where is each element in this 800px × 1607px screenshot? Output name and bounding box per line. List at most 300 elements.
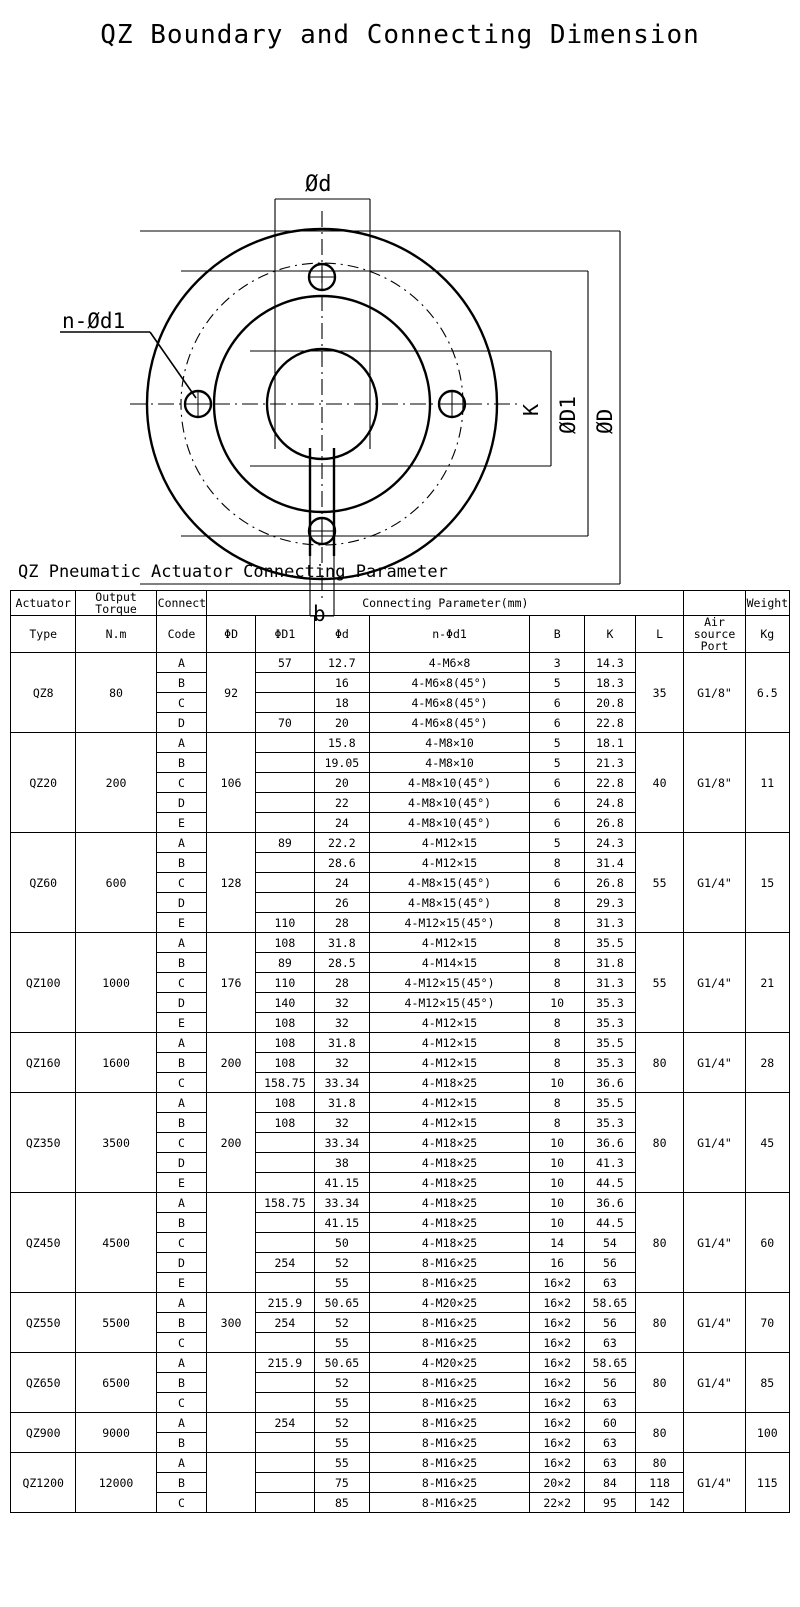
cell-code: E [156,1173,207,1193]
cell-K: 35.3 [585,993,636,1013]
cell-phidd: 55 [314,1393,369,1413]
cell-type: QZ160 [11,1033,76,1093]
th-K: K [585,616,636,653]
cell-L: 55 [635,933,684,1033]
cell-n-phid1: 4-M8×10 [369,733,529,753]
cell-phidd: 52 [314,1313,369,1333]
cell-phid1: 108 [255,1033,314,1053]
cell-phidd: 15.8 [314,733,369,753]
cell-phidd: 26 [314,893,369,913]
cell-phidd: 31.8 [314,1093,369,1113]
cell-K: 95 [585,1493,636,1513]
cell-phidd: 28.6 [314,853,369,873]
cell-phid [207,1353,256,1413]
cell-phid1: 110 [255,913,314,933]
cell-phid1 [255,1213,314,1233]
cell-code: B [156,1053,207,1073]
cell-code: B [156,1213,207,1233]
cell-K: 35.3 [585,1113,636,1133]
cell-phid1 [255,733,314,753]
cell-kg: 85 [745,1353,789,1413]
cell-K: 41.3 [585,1153,636,1173]
cell-code: A [156,1093,207,1113]
cell-port: G1/4" [684,1353,745,1413]
cell-K: 35.5 [585,933,636,953]
cell-K: 21.3 [585,753,636,773]
cell-B: 10 [530,1173,585,1193]
cell-phid1: 108 [255,1013,314,1033]
cell-B: 16×2 [530,1413,585,1433]
cell-n-phid1: 4-M6×8(45°) [369,693,529,713]
cell-phidd: 55 [314,1333,369,1353]
th-kg: Kg [745,616,789,653]
cell-B: 8 [530,933,585,953]
cell-n-phid1: 4-M14×15 [369,953,529,973]
cell-phid1: 110 [255,973,314,993]
cell-nm: 4500 [76,1193,156,1293]
cell-n-phid1: 4-M18×25 [369,1153,529,1173]
cell-code: A [156,653,207,673]
cell-code: A [156,833,207,853]
cell-nm: 12000 [76,1453,156,1513]
cell-phid: 106 [207,733,256,833]
cell-phidd: 38 [314,1153,369,1173]
cell-n-phid1: 8-M16×25 [369,1273,529,1293]
cell-nm: 5500 [76,1293,156,1353]
cell-phid1: 70 [255,713,314,733]
cell-phid1: 89 [255,953,314,973]
cell-n-phid1: 8-M16×25 [369,1473,529,1493]
cell-L: 118 [635,1473,684,1493]
cell-code: B [156,853,207,873]
cell-n-phid1: 4-M6×8(45°) [369,713,529,733]
cell-K: 63 [585,1273,636,1293]
cell-n-phid1: 4-M6×8 [369,653,529,673]
cell-n-phid1: 8-M16×25 [369,1493,529,1513]
connecting-parameter-table [10,590,790,1513]
table-row [11,1033,790,1053]
cell-code: C [156,1133,207,1153]
cell-phid1 [255,753,314,773]
cell-B: 16×2 [530,1373,585,1393]
cell-kg: 100 [745,1413,789,1453]
cell-K: 35.3 [585,1053,636,1073]
cell-n-phid1: 4-M8×15(45°) [369,873,529,893]
cell-B: 10 [530,1213,585,1233]
cell-B: 10 [530,1153,585,1173]
table-header-row-2 [11,616,790,653]
cell-phidd: 52 [314,1253,369,1273]
cell-phid1 [255,853,314,873]
cell-B: 6 [530,773,585,793]
cell-B: 10 [530,1193,585,1213]
cell-nm: 600 [76,833,156,933]
cell-phid: 128 [207,833,256,933]
cell-K: 63 [585,1433,636,1453]
cell-code: E [156,913,207,933]
cell-code: B [156,953,207,973]
cell-phidd: 32 [314,993,369,1013]
cell-n-phid1: 8-M16×25 [369,1313,529,1333]
cell-nm: 80 [76,653,156,733]
cell-L: 80 [635,1093,684,1193]
cell-phid1: 215.9 [255,1353,314,1373]
cell-phid1: 89 [255,833,314,853]
cell-L: 80 [635,1293,684,1353]
cell-phidd: 32 [314,1013,369,1033]
cell-type: QZ450 [11,1193,76,1293]
cell-n-phid1: 4-M12×15 [369,1093,529,1113]
cell-phidd: 33.34 [314,1133,369,1153]
cell-K: 36.6 [585,1073,636,1093]
cell-phidd: 52 [314,1373,369,1393]
cell-B: 20×2 [530,1473,585,1493]
table-header-row-1 [11,591,790,616]
cell-n-phid1: 4-M12×15(45°) [369,993,529,1013]
cell-B: 8 [530,1053,585,1073]
cell-B: 14 [530,1233,585,1253]
label-phi-d: Ød [305,172,332,197]
cell-phid1: 215.9 [255,1293,314,1313]
table-row [11,833,790,853]
cell-phidd: 18 [314,693,369,713]
label-phi-D1: ØD1 [556,396,580,434]
cell-n-phid1: 4-M18×25 [369,1073,529,1093]
table-row [11,733,790,753]
table-row [11,653,790,673]
th-weight: Weight [745,591,789,616]
cell-type: QZ8 [11,653,76,733]
cell-phidd: 28.5 [314,953,369,973]
cell-phidd: 33.34 [314,1193,369,1213]
cell-K: 35.5 [585,1033,636,1053]
cell-code: C [156,973,207,993]
cell-B: 8 [530,973,585,993]
cell-phid1 [255,813,314,833]
cell-code: A [156,733,207,753]
cell-K: 24.8 [585,793,636,813]
cell-B: 8 [530,1013,585,1033]
cell-phidd: 32 [314,1053,369,1073]
cell-phid1 [255,1153,314,1173]
cell-n-phid1: 4-M8×15(45°) [369,893,529,913]
cell-code: C [156,1333,207,1353]
cell-K: 26.8 [585,813,636,833]
cell-code: A [156,1033,207,1053]
label-b: b [313,602,326,626]
cell-n-phid1: 4-M12×15 [369,833,529,853]
th-air-source-port: Air source Port [684,616,745,653]
cell-phidd: 55 [314,1433,369,1453]
cell-K: 31.3 [585,913,636,933]
cell-n-phid1: 4-M8×10(45°) [369,773,529,793]
cell-K: 24.3 [585,833,636,853]
cell-K: 22.8 [585,713,636,733]
cell-B: 8 [530,853,585,873]
cell-B: 6 [530,873,585,893]
label-K: K [519,403,543,416]
cell-code: E [156,1013,207,1033]
table-row [11,1453,790,1473]
cell-phid1 [255,1433,314,1453]
cell-B: 3 [530,653,585,673]
cell-code: C [156,1393,207,1413]
cell-code: B [156,1113,207,1133]
cell-n-phid1: 4-M18×25 [369,1133,529,1153]
cell-code: D [156,893,207,913]
cell-B: 5 [530,833,585,853]
cell-nm: 3500 [76,1093,156,1193]
cell-phid1 [255,1473,314,1493]
cell-n-phid1: 4-M20×25 [369,1293,529,1313]
cell-port: G1/4" [684,1033,745,1093]
cell-n-phid1: 8-M16×25 [369,1433,529,1453]
cell-type: QZ100 [11,933,76,1033]
cell-port [684,1413,745,1453]
cell-code: A [156,933,207,953]
cell-phidd: 55 [314,1453,369,1473]
cell-K: 63 [585,1333,636,1353]
cell-K: 31.8 [585,953,636,973]
cell-n-phid1: 8-M16×25 [369,1253,529,1273]
cell-code: E [156,813,207,833]
cell-phid1 [255,1373,314,1393]
cell-K: 36.6 [585,1133,636,1153]
cell-code: B [156,1473,207,1493]
cell-B: 10 [530,993,585,1013]
page-title: QZ Boundary and Connecting Dimension [100,20,700,50]
cell-L: 80 [635,1353,684,1413]
cell-B: 6 [530,793,585,813]
cell-phid [207,1413,256,1453]
label-phi-D: ØD [593,408,617,434]
cell-K: 63 [585,1393,636,1413]
cell-L: 55 [635,833,684,933]
cell-phidd: 24 [314,813,369,833]
cell-code: B [156,673,207,693]
cell-code: D [156,1153,207,1173]
cell-L: 35 [635,653,684,733]
cell-port: G1/8" [684,653,745,733]
cell-phid1 [255,1333,314,1353]
cell-code: B [156,753,207,773]
cell-K: 58.65 [585,1293,636,1313]
cell-code: C [156,873,207,893]
cell-phid [207,1453,256,1513]
cell-K: 36.6 [585,1193,636,1213]
cell-B: 16×2 [530,1393,585,1413]
cell-n-phid1: 4-M8×10 [369,753,529,773]
cell-port: G1/4" [684,1453,745,1513]
cell-phidd: 41.15 [314,1173,369,1193]
cell-phidd: 31.8 [314,933,369,953]
cell-phidd: 50.65 [314,1353,369,1373]
cell-phid1 [255,793,314,813]
cell-code: C [156,693,207,713]
cell-B: 16×2 [530,1293,585,1313]
cell-kg: 15 [745,833,789,933]
cell-B: 6 [530,813,585,833]
cell-B: 5 [530,673,585,693]
cell-type: QZ60 [11,833,76,933]
cell-phidd: 32 [314,1113,369,1133]
cell-n-phid1: 4-M18×25 [369,1213,529,1233]
cell-n-phid1: 4-M12×15(45°) [369,913,529,933]
cell-K: 18.1 [585,733,636,753]
cell-phid: 200 [207,1033,256,1093]
cell-code: C [156,1493,207,1513]
cell-phid [207,1193,256,1293]
cell-B: 8 [530,953,585,973]
cell-type: QZ20 [11,733,76,833]
cell-K: 58.65 [585,1353,636,1373]
cell-phid: 176 [207,933,256,1033]
cell-n-phid1: 4-M12×15 [369,1033,529,1053]
cell-K: 60 [585,1413,636,1433]
cell-B: 8 [530,913,585,933]
cell-phidd: 41.15 [314,1213,369,1233]
cell-phid1: 254 [255,1253,314,1273]
cell-B: 16 [530,1253,585,1273]
cell-n-phid1: 4-M12×15 [369,1113,529,1133]
th-air-source-port-top [684,591,745,616]
cell-phidd: 16 [314,673,369,693]
cell-B: 22×2 [530,1493,585,1513]
table-row [11,933,790,953]
th-phid: ΦD [207,616,256,653]
cell-port: G1/4" [684,1293,745,1353]
cell-n-phid1: 4-M8×10(45°) [369,813,529,833]
cell-L: 80 [635,1193,684,1293]
cell-K: 44.5 [585,1173,636,1193]
cell-code: A [156,1353,207,1373]
cell-code: A [156,1193,207,1213]
cell-code: B [156,1433,207,1453]
cell-type: QZ1200 [11,1453,76,1513]
cell-K: 20.8 [585,693,636,713]
cell-phid1 [255,1173,314,1193]
cell-phid1: 108 [255,1113,314,1133]
cell-K: 56 [585,1313,636,1333]
cell-nm: 1600 [76,1033,156,1093]
cell-kg: 21 [745,933,789,1033]
cell-port: G1/8" [684,733,745,833]
cell-kg: 45 [745,1093,789,1193]
cell-K: 29.3 [585,893,636,913]
cell-type: QZ350 [11,1093,76,1193]
th-type: Type [11,616,76,653]
cell-n-phid1: 4-M20×25 [369,1353,529,1373]
cell-L: 80 [635,1413,684,1453]
cell-phid1 [255,873,314,893]
cell-n-phid1: 8-M16×25 [369,1393,529,1413]
cell-phidd: 28 [314,913,369,933]
cell-code: A [156,1453,207,1473]
th-connect: Connect [156,591,207,616]
parameter-table-wrap [0,590,800,1529]
cell-n-phid1: 4-M18×25 [369,1233,529,1253]
cell-n-phid1: 4-M18×25 [369,1173,529,1193]
th-phidd: Φd [314,616,369,653]
cell-phid1 [255,673,314,693]
cell-code: D [156,1253,207,1273]
cell-phid1 [255,1273,314,1293]
cell-phidd: 52 [314,1413,369,1433]
cell-code: B [156,1313,207,1333]
table-row [11,1413,790,1433]
cell-B: 8 [530,1113,585,1133]
cell-n-phid1: 4-M12×15 [369,1013,529,1033]
cell-phidd: 33.34 [314,1073,369,1093]
cell-B: 8 [530,1093,585,1113]
th-B: B [530,616,585,653]
cell-phidd: 12.7 [314,653,369,673]
cell-phid1: 57 [255,653,314,673]
cell-port: G1/4" [684,1093,745,1193]
cell-L: 80 [635,1033,684,1093]
cell-K: 31.4 [585,853,636,873]
cell-phid1: 158.75 [255,1073,314,1093]
th-n-phid1: n-Φd1 [369,616,529,653]
cell-B: 5 [530,753,585,773]
label-n-phi-d1: n-Ød1 [62,309,126,333]
cell-kg: 60 [745,1193,789,1293]
cell-B: 5 [530,733,585,753]
cell-port: G1/4" [684,1193,745,1293]
cell-phid1 [255,1393,314,1413]
cell-K: 31.3 [585,973,636,993]
cell-phid: 200 [207,1093,256,1193]
cell-K: 56 [585,1253,636,1273]
cell-n-phid1: 4-M18×25 [369,1193,529,1213]
th-actuator: Actuator [11,591,76,616]
cell-B: 10 [530,1133,585,1153]
cell-type: QZ650 [11,1353,76,1413]
cell-phid: 92 [207,653,256,733]
cell-nm: 9000 [76,1413,156,1453]
th-code: Code [156,616,207,653]
cell-phidd: 20 [314,773,369,793]
cell-phid1 [255,1233,314,1253]
cell-phid1: 254 [255,1413,314,1433]
cell-kg: 115 [745,1453,789,1513]
cell-phid1 [255,893,314,913]
th-phid1: ΦD1 [255,616,314,653]
cell-nm: 6500 [76,1353,156,1413]
th-L: L [635,616,684,653]
cell-phid1: 108 [255,933,314,953]
cell-nm: 200 [76,733,156,833]
cell-code: D [156,993,207,1013]
cell-code: D [156,713,207,733]
cell-phidd: 24 [314,873,369,893]
cell-n-phid1: 8-M16×25 [369,1373,529,1393]
cell-K: 63 [585,1453,636,1473]
cell-K: 44.5 [585,1213,636,1233]
cell-n-phid1: 4-M12×15 [369,1053,529,1073]
cell-phidd: 50.65 [314,1293,369,1313]
cell-L: 80 [635,1453,684,1473]
cell-type: QZ900 [11,1413,76,1453]
cell-B: 16×2 [530,1313,585,1333]
cell-code: B [156,1373,207,1393]
cell-phidd: 20 [314,713,369,733]
cell-code: C [156,1073,207,1093]
cell-phid1: 108 [255,1053,314,1073]
cell-kg: 70 [745,1293,789,1353]
cell-phidd: 75 [314,1473,369,1493]
cell-phid1 [255,693,314,713]
